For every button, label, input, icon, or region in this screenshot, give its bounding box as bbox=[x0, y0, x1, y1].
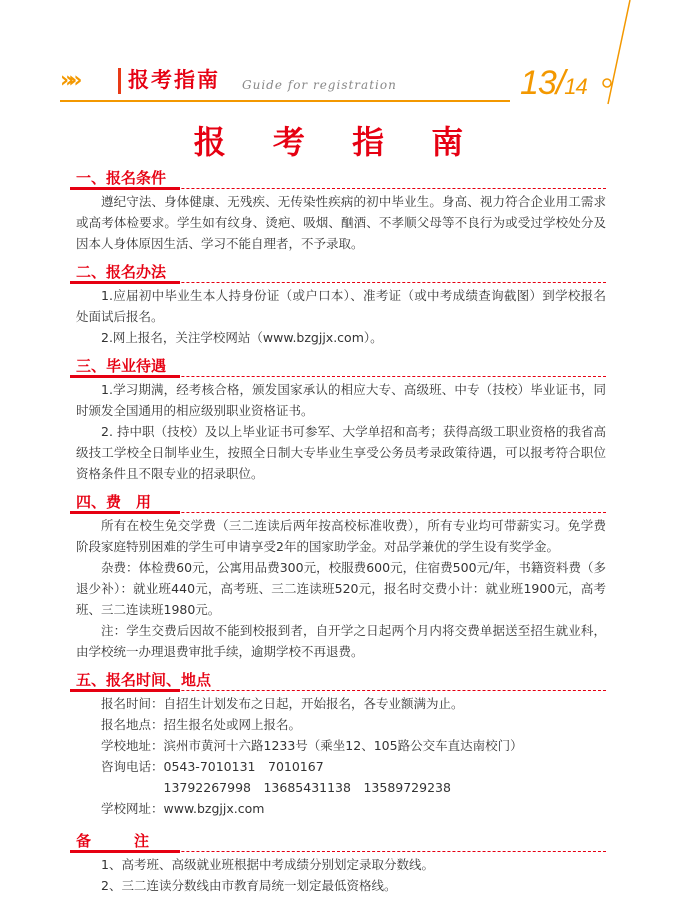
section-title: 二、报名办法 bbox=[76, 259, 606, 285]
page-current: 13 bbox=[520, 64, 556, 102]
decorative-line-icon bbox=[596, 0, 656, 110]
paragraph: 1.应届初中毕业生本人持身份证（或户口本）、准考证（或中考成绩查询截图）到学校报名处面试后报名。 bbox=[76, 288, 606, 324]
notes-title: 备 注 bbox=[76, 828, 606, 854]
section-title: 三、毕业待遇 bbox=[76, 353, 606, 379]
info-row: 报名时间：自招生计划发布之日起，开始报名，各专业额满为止。 bbox=[101, 696, 464, 711]
note-item: 2、三二连读分数线由市教育局统一划定最低资格线。 bbox=[101, 878, 397, 893]
header-divider bbox=[118, 68, 121, 94]
paragraph: 2.网上报名，关注学校网站（www.bzgjjx.com）。 bbox=[101, 330, 383, 345]
paragraph: 2. 持中职（技校）及以上毕业证书可参军、大学单招和高考；获得高级工职业资格的我省高级技工学校全日制毕业生，按照全日制大专毕业生享受公务员考录政策待遇，可以报考符合职位资格条件且不限专业的招录职位。 bbox=[76, 424, 606, 481]
section-title: 四、费 用 bbox=[76, 489, 606, 515]
page-title: 报 考 指 南 bbox=[193, 123, 482, 161]
page-header bbox=[60, 62, 580, 102]
paragraph: 遵纪守法、身体健康、无残疾、无传染性疾病的初中毕业生。身高、视力符合企业用工需求或高考体检要求。学生如有纹身、烫疤、吸烟、酗酒、不孝顺父母等不良行为或受过学校处分及因本人身体原因生活、学习不能自理者，不予录取。 bbox=[76, 194, 606, 251]
note-item: 1、高考班、高级就业班根据中考成绩分别划定录取分数线。 bbox=[101, 857, 434, 872]
page-number: 13/14 bbox=[520, 64, 587, 102]
header-title: 报考指南 bbox=[128, 68, 220, 92]
chevron-right-icon: »» bbox=[60, 68, 77, 93]
paragraph: 所有在校生免交学费（三二连读后两年按高校标准收费），所有专业均可带薪实习。免学费阶段家庭特别困难的学生可申请享受2年的国家助学金。对品学兼优的学生设有奖学金。 bbox=[76, 518, 606, 554]
info-row: 学校地址：滨州市黄河十六路1233号（乘坐12、105路公交车直达南校门） bbox=[101, 738, 523, 753]
paragraph: 杂费：体检费60元，公寓用品费300元，校服费600元，住宿费500元/年，书籍资料费（多退少补）：就业班440元，高考班、三二连读班520元，报名时交费小计：就业班1900元，高考班、三二连读班1980元。 bbox=[76, 560, 606, 617]
info-row: 报名地点：招生报名处或网上报名。 bbox=[101, 717, 302, 732]
phone-numbers: 13792267998 13685431138 13589729238 bbox=[163, 780, 451, 795]
paragraph: 1.学习期满，经考核合格，颁发国家承认的相应大专、高级班、中专（技校）毕业证书，同时颁发全国通用的相应级别职业资格证书。 bbox=[76, 382, 606, 418]
section-title: 一、报名条件 bbox=[76, 165, 606, 191]
header-subtitle: Guide for registration bbox=[242, 78, 397, 92]
header-rule bbox=[60, 100, 510, 102]
section-title: 五、报名时间、地点 bbox=[76, 667, 606, 693]
paragraph: 注：学生交费后因故不能到校报到者，自开学之日起两个月内将交费单据送至招生就业科，由学校统一办理退费审批手续，逾期学校不再退费。 bbox=[76, 623, 606, 659]
page-total: 14 bbox=[564, 74, 587, 99]
document-body bbox=[76, 160, 606, 896]
website-row: 学校网址：www.bzgjjx.com bbox=[101, 801, 265, 816]
info-row: 咨询电话：0543-7010131 7010167 bbox=[101, 759, 324, 774]
